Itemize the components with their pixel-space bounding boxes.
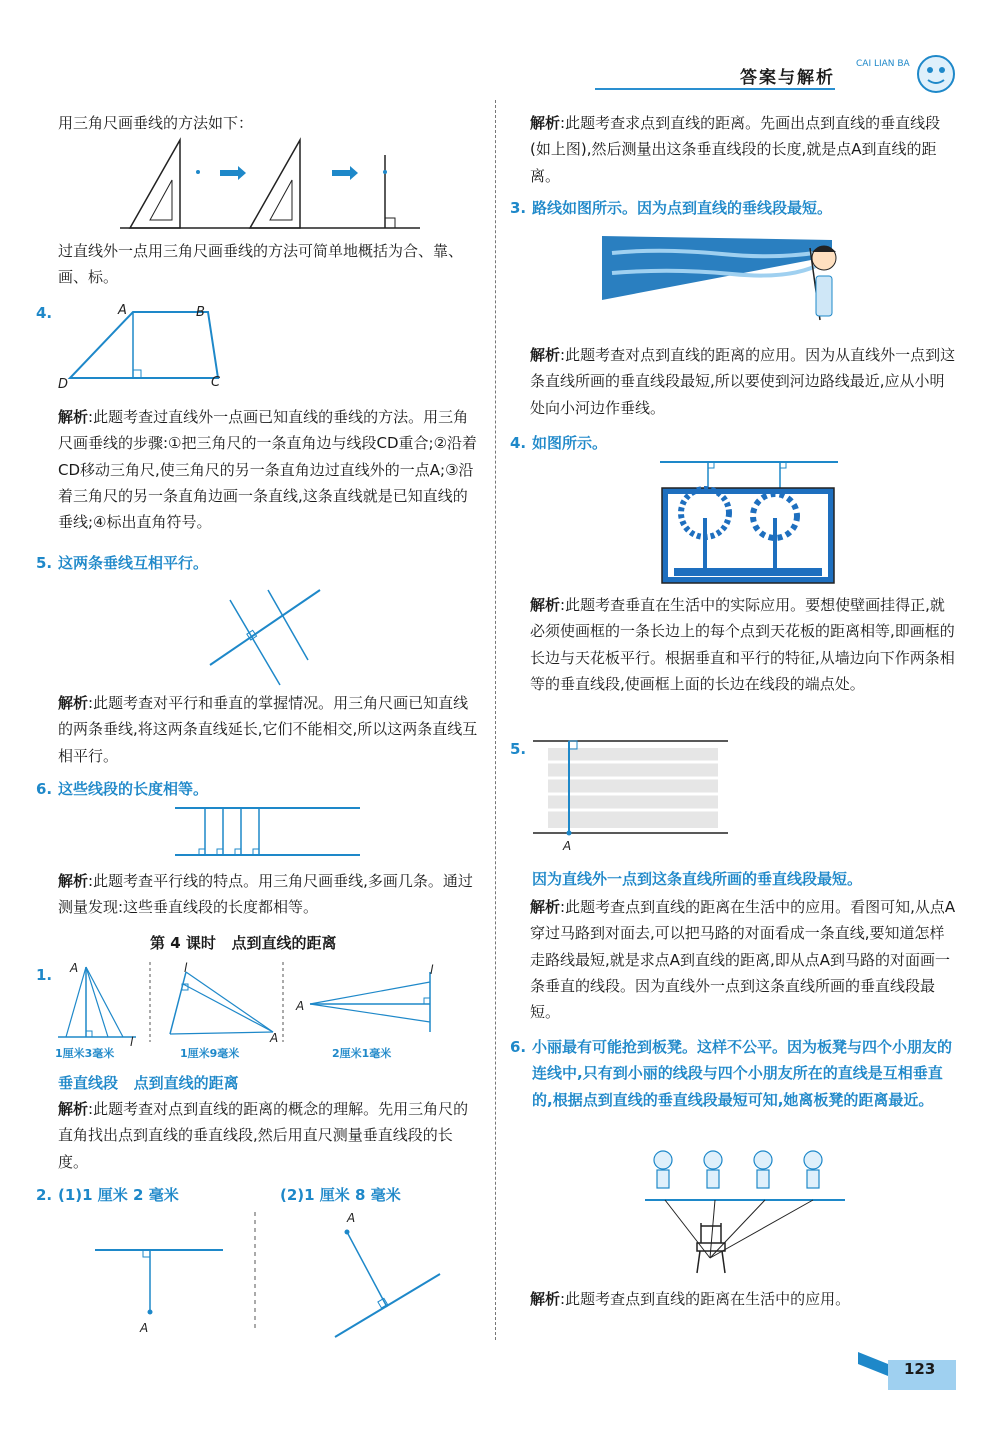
svg-text:A: A (140, 1321, 149, 1335)
question-number: 5. (36, 554, 53, 572)
svg-text:l: l (184, 961, 188, 975)
svg-text:A: A (347, 1211, 356, 1225)
header-rule (595, 88, 835, 90)
label-a: A (118, 303, 127, 318)
measure-3: 2厘米1毫米 (332, 1047, 392, 1060)
svg-text:A: A (70, 961, 79, 975)
s1-answer: 垂直线段 点到直线的距离 (58, 1074, 239, 1092)
q5r-analysis: 解析:此题考查点到直线的距离在生活中的应用。看图可知,从点A穿过马路到对面去,可以把马路的对面看成一条直线,要知道怎样走路线最短,就是求点A到直线的距离,即从点A到马路的对面画一条垂直的线段。因为直线外一点到这条直线所画的垂直线段最短。 (530, 898, 956, 1021)
logo-mascot-icon (848, 46, 958, 106)
parallel-segments-diagram (175, 805, 360, 860)
logo-text: CAI LIAN BA (856, 59, 910, 69)
question-number: 4. (36, 304, 53, 322)
svg-text:A: A (270, 1031, 279, 1045)
page-number-badge (858, 1342, 958, 1402)
triangle-ruler-steps-diagram (120, 140, 420, 235)
question-number: 1. (36, 966, 53, 984)
measure-2: 1厘米9毫米 (180, 1047, 240, 1060)
column-divider (495, 100, 496, 1340)
brand-logo (848, 46, 958, 106)
s2-diagrams (95, 1212, 455, 1342)
q4-analysis: 解析:此题考查过直线外一点画已知直线的垂线的方法。用三角尺画垂线的步骤:①把三角尺的一条直角边与线段CD重合;②沿着CD移动三角尺,使三角尺的另一条直角边过直线外的一点A;③沿着三角尺的另一条直角边画一条直线,这条直线就是已知直线的垂线;④标出直角符号。 (58, 408, 478, 531)
painting-frame-illustration (660, 458, 838, 586)
q6-analysis: 解析:此题考查平行线的特点。用三角尺画垂线,多画几条。通过测量发现:这些垂直线段的长度都相等。 (58, 872, 473, 917)
label-d: D (58, 377, 69, 392)
label-c: C (211, 375, 221, 390)
question-number: 2. (36, 1186, 53, 1204)
label-b: B (196, 305, 205, 320)
s2-part2: (2)1 厘米 8 毫米 (280, 1186, 401, 1204)
question-number: 6. (510, 1038, 527, 1056)
svg-text:A: A (563, 839, 572, 853)
svg-text:A: A (296, 999, 305, 1013)
distance-diagrams (58, 962, 448, 1052)
question-number: 4. (510, 434, 527, 452)
summary-text: 过直线外一点用三角尺画垂线的方法可简单地概括为合、靠、画、标。 (58, 242, 464, 287)
page-number: 123 (904, 1360, 936, 1378)
q5-analysis: 解析:此题考查对平行和垂直的掌握情况。用三角尺画已知直线的两条垂线,将这两条直线延长,它们不能相交,所以这两条直线互相平行。 (58, 694, 478, 765)
s1-analysis: 解析:此题考查对点到直线的距离的概念的理解。先用三角尺的直角找出点到直线的垂直线段,然后用直尺测量垂直线段的长度。 (58, 1100, 469, 1171)
road-diagram (533, 738, 728, 853)
q6-answer: 这些线段的长度相等。 (58, 780, 209, 798)
river-illustration (602, 228, 852, 323)
svg-text:l: l (430, 963, 434, 977)
s2-part1: (1)1 厘米 2 毫米 (58, 1186, 179, 1204)
intro-text: 用三角尺画垂线的方法如下： (58, 114, 254, 132)
q5-answer: 这两条垂线互相平行。 (58, 554, 209, 572)
section-title: 第 4 课时 点到直线的距离 (150, 934, 337, 952)
q3-answer: 路线如图所示。因为点到直线的垂线段最短。 (532, 199, 833, 217)
top-analysis: 解析:此题考查求点到直线的距离。先画出点到直线的垂直线段(如上图),然后测量出这条垂直线段的长度,就是点A到直线的距离。 (530, 114, 941, 185)
q3-analysis: 解析:此题考查对点到直线的距离的应用。因为从直线外一点到这条直线所画的垂直线段最短,所以要使到河边路线最近,应从小明处向小河边作垂线。 (530, 346, 956, 417)
q6r-answer: 小丽最有可能抢到板凳。这样不公平。因为板凳与四个小朋友的连线中,只有到小丽的线段与四个小朋友所在的直线是互相垂直的,根据点到直线的垂直线段最短可知,她离板凳的距离最近。 (532, 1038, 953, 1109)
q5r-answer: 因为直线外一点到这条直线所画的垂直线段最短。 (532, 870, 863, 888)
q6r-analysis: 解析:此题考查点到直线的距离在生活中的应用。 (530, 1290, 851, 1308)
q4r-analysis: 解析:此题考查垂直在生活中的实际应用。要想使壁画挂得正,就必须使画框的一条长边上的每个点到天花板的距离相等,即画框的长边与天花板平行。根据垂直和平行的特征,从墙边向下作两条相等的垂直线段,使画框上面的长边在线段的端点处。 (530, 596, 955, 693)
question-number: 6. (36, 780, 53, 798)
svg-text:l: l (130, 1035, 134, 1049)
measure-1: 1厘米3毫米 (55, 1047, 115, 1060)
trapezoid-diagram (58, 300, 248, 390)
page-header-title: 答案与解析 (740, 68, 835, 88)
children-bench-illustration (645, 1148, 845, 1278)
two-perpendiculars-diagram (210, 590, 330, 690)
question-number: 3. (510, 199, 527, 217)
q4-answer: 如图所示。 (532, 434, 608, 452)
question-number: 5. (510, 740, 527, 758)
